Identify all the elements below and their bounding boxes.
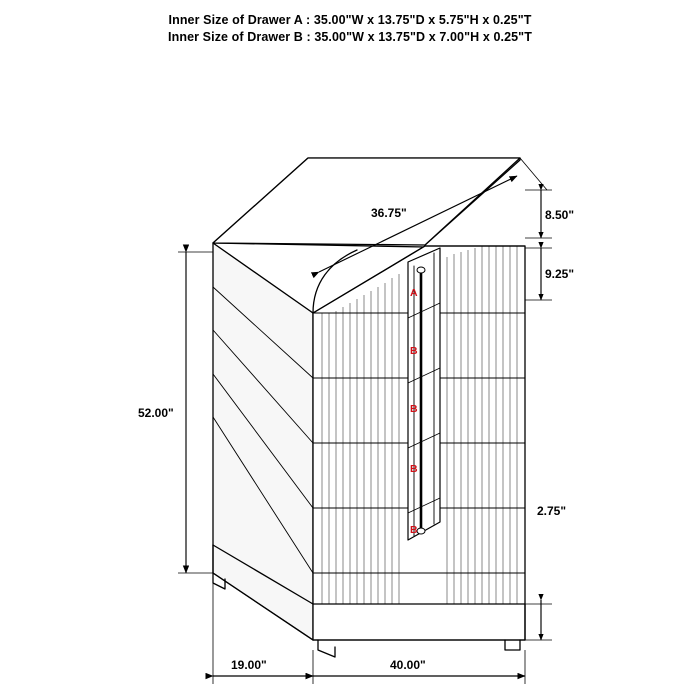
drawer-label-b1: B: [410, 345, 418, 357]
drawer-label-a: A: [410, 287, 418, 299]
dim-top-section-label: 8.50": [545, 208, 575, 222]
drawer-label-b3: B: [410, 463, 418, 475]
drawer-b-spec-text: Inner Size of Drawer B : 35.00"W x 13.75"D x 7.00"H x 0.25"T: [168, 30, 532, 44]
dim-total-height-label: 52.00": [138, 406, 174, 420]
dim-second-section-label: 9.25": [545, 267, 575, 281]
drawer-label-b4: B: [410, 524, 418, 536]
dim-depth-label: 19.00": [231, 658, 267, 672]
drawer-a-spec-text: Inner Size of Drawer A : 35.00"W x 13.75"D x 5.75"H x 0.25"T: [168, 13, 532, 27]
dim-width-label: 40.00": [390, 658, 426, 672]
dim-top-width-label: 36.75": [371, 206, 407, 220]
dim-plinth-label: 2.75": [537, 504, 567, 518]
drawer-label-b2: B: [410, 403, 418, 415]
